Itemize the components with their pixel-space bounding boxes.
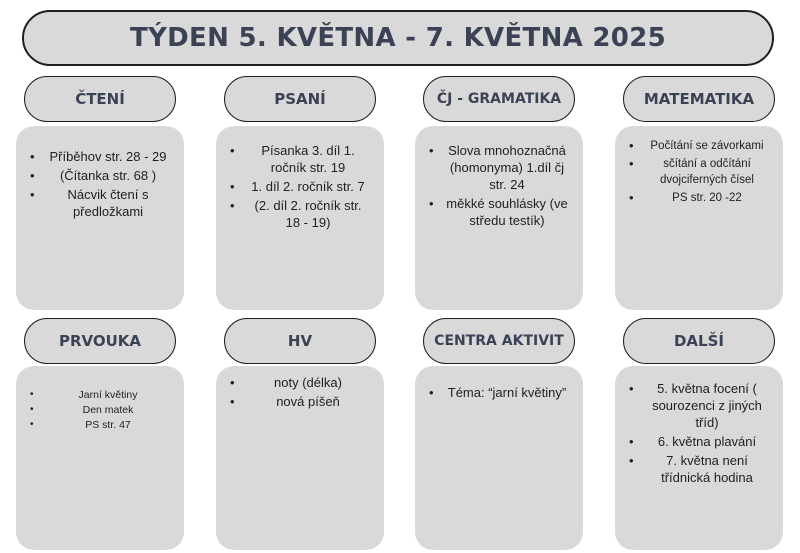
list-item: • noty (délka) <box>246 374 370 391</box>
section-gramatika-label: ČJ - GRAMATIKA <box>436 91 562 107</box>
section-cteni-header <box>24 76 176 122</box>
section-hv-label: HV <box>287 332 313 350</box>
section-matematika-list <box>615 138 783 206</box>
section-psani-list <box>216 142 384 231</box>
section-dalsi-label: DALŠÍ <box>673 332 724 350</box>
list-item: • Písanka 3. díl 1. ročník str. 19 <box>246 142 370 176</box>
section-gramatika-header <box>423 76 575 122</box>
list-item: • Den matek <box>46 403 170 417</box>
list-item: • Jarní květiny <box>46 388 170 402</box>
section-matematika-label: MATEMATIKA <box>643 90 755 108</box>
list-item: • nová píšeň <box>246 393 370 410</box>
section-dalsi-header <box>623 318 775 364</box>
list-item: • PS str. 47 <box>46 418 170 432</box>
section-cteni-label: ČTENÍ <box>75 90 125 108</box>
section-centra-list <box>415 384 583 401</box>
section-centra-header <box>423 318 575 364</box>
section-prvouka-list <box>16 388 184 432</box>
list-item: • Nácvik čtení s předložkami <box>46 186 170 220</box>
section-psani-header <box>224 76 376 122</box>
list-item: • 6. května plavání <box>645 433 769 450</box>
section-cteni-list <box>16 148 184 220</box>
section-matematika-box <box>615 126 783 310</box>
list-item: • 5. května focení ( sourozenci z jiných tříd) <box>645 380 769 431</box>
section-hv-header <box>224 318 376 364</box>
section-prvouka-box <box>16 366 184 550</box>
section-dalsi-list <box>615 380 783 486</box>
section-cteni-box <box>16 126 184 310</box>
section-dalsi-box <box>615 366 783 550</box>
section-psani-box <box>216 126 384 310</box>
section-centra-label: CENTRA AKTIVIT <box>434 333 564 349</box>
section-hv-list <box>216 374 384 410</box>
section-prvouka-label: PRVOUKA <box>58 332 142 350</box>
list-item: • sčítání a odčítání dvojciferných čísel <box>645 156 769 188</box>
section-hv-box <box>216 366 384 550</box>
list-item: • Počítání se závorkami <box>645 138 769 154</box>
list-item: • 7. května není třídnická hodina <box>645 452 769 486</box>
section-matematika-header <box>623 76 775 122</box>
list-item: • PS str. 20 -22 <box>645 190 769 206</box>
list-item: • Příběhov str. 28 - 29 <box>46 148 170 165</box>
page-title: TÝDEN 5. KVĚTNA - 7. KVĚTNA 2025 <box>130 23 666 53</box>
list-item: • (2. díl 2. ročník str. 18 - 19) <box>246 197 370 231</box>
section-centra-box <box>415 366 583 550</box>
section-gramatika-box <box>415 126 583 310</box>
section-prvouka-header <box>24 318 176 364</box>
list-item: • (Čítanka str. 68 ) <box>46 167 170 184</box>
list-item: • Slova mnohoznačná (homonyma) 1.díl čj str. 24 <box>445 142 569 193</box>
list-item: • Téma: “jarní květiny” <box>445 384 569 401</box>
section-gramatika-list <box>415 142 583 229</box>
section-psani-label: PSANÍ <box>274 90 326 108</box>
list-item: • 1. díl 2. ročník str. 7 <box>246 178 370 195</box>
page-title-banner <box>22 10 774 66</box>
list-item: • měkké souhlásky (ve středu testík) <box>445 195 569 229</box>
